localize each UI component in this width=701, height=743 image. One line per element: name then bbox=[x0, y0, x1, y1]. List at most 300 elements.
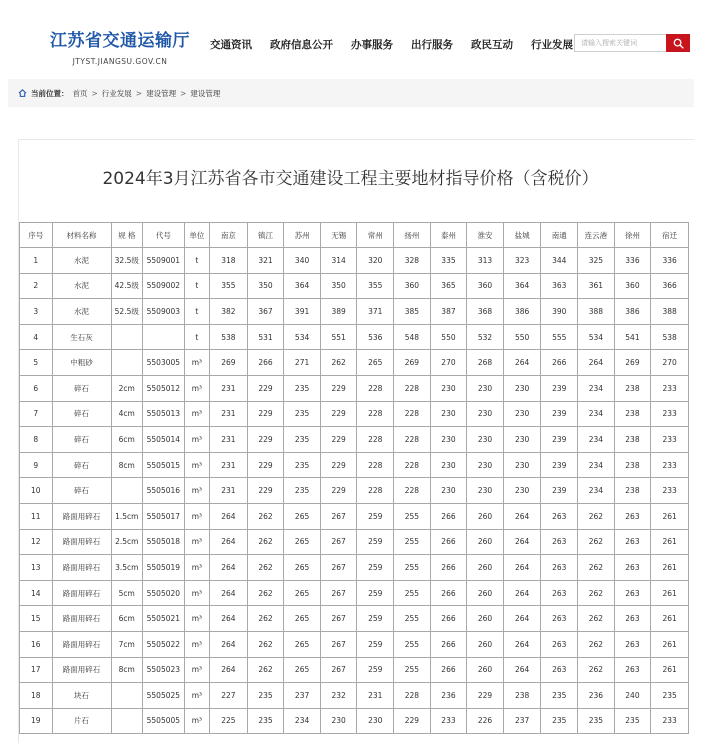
table-row bbox=[20, 529, 689, 555]
table-cell: 261 bbox=[651, 503, 689, 529]
table-row bbox=[20, 375, 689, 401]
search-icon bbox=[673, 38, 684, 49]
table-cell: 5505012 bbox=[143, 375, 185, 401]
table-cell: m³ bbox=[184, 683, 209, 709]
table-cell: 238 bbox=[614, 401, 651, 427]
table-cell: 239 bbox=[541, 478, 578, 504]
table-cell: 233 bbox=[651, 452, 689, 478]
table-cell: 231 bbox=[210, 375, 248, 401]
table-cell: 265 bbox=[284, 657, 321, 683]
table-cell: 7 bbox=[20, 401, 53, 427]
table-cell: 263 bbox=[541, 503, 578, 529]
table-cell: 267 bbox=[320, 555, 357, 581]
table-cell: 233 bbox=[651, 708, 689, 734]
table-cell: 5505014 bbox=[143, 427, 185, 453]
table-cell: t bbox=[184, 248, 209, 274]
table-cell: 365 bbox=[430, 273, 467, 299]
table-cell: 231 bbox=[210, 427, 248, 453]
table-cell: 534 bbox=[284, 324, 321, 350]
table-cell: 228 bbox=[394, 375, 431, 401]
table-cell: 550 bbox=[503, 324, 541, 350]
table-cell: 262 bbox=[247, 631, 284, 657]
table-cell: 313 bbox=[467, 248, 504, 274]
table-cell: 536 bbox=[357, 324, 394, 350]
table-row bbox=[20, 657, 689, 683]
table-cell: 360 bbox=[614, 273, 651, 299]
table-row bbox=[20, 555, 689, 581]
table-cell: 264 bbox=[210, 529, 248, 555]
table-cell: 262 bbox=[578, 555, 615, 581]
table-cell: 229 bbox=[247, 401, 284, 427]
home-icon bbox=[18, 89, 27, 97]
table-cell: 262 bbox=[578, 580, 615, 606]
table-row bbox=[20, 427, 689, 453]
table-cell: 2.5cm bbox=[111, 529, 143, 555]
table-cell: 228 bbox=[394, 427, 431, 453]
table-cell: 264 bbox=[578, 350, 615, 376]
table-cell: 1 bbox=[20, 248, 53, 274]
table-row bbox=[20, 708, 689, 734]
table-cell: m³ bbox=[184, 631, 209, 657]
table-cell: 233 bbox=[651, 478, 689, 504]
table-row bbox=[20, 580, 689, 606]
table-cell: 235 bbox=[541, 708, 578, 734]
table-cell: 5505005 bbox=[143, 708, 185, 734]
nav-item-interaction[interactable]: 政民互动 bbox=[471, 39, 513, 51]
search-input[interactable]: 请输入搜索关键词 bbox=[574, 34, 667, 52]
table-cell: 230 bbox=[430, 452, 467, 478]
table-cell: 264 bbox=[503, 606, 541, 632]
table-cell: 9 bbox=[20, 452, 53, 478]
table-cell: m³ bbox=[184, 529, 209, 555]
table-cell: 261 bbox=[651, 631, 689, 657]
table-cell: 264 bbox=[210, 657, 248, 683]
breadcrumb-label: 当前位置： bbox=[31, 88, 69, 98]
breadcrumb-industry[interactable]: 行业发展 bbox=[101, 88, 132, 98]
table-cell: 228 bbox=[394, 452, 431, 478]
table-cell: 263 bbox=[541, 529, 578, 555]
table-row bbox=[20, 606, 689, 632]
table-cell: 260 bbox=[467, 580, 504, 606]
table-cell: 碎石 bbox=[52, 401, 111, 427]
table-cell: 5509001 bbox=[143, 248, 185, 274]
table-cell: 6cm bbox=[111, 427, 143, 453]
column-header: 序号 bbox=[20, 223, 53, 248]
logo-domain: JTYST.JIANGSU.GOV.CN bbox=[72, 57, 168, 66]
table-cell: 碎石 bbox=[52, 427, 111, 453]
table-cell: 325 bbox=[578, 248, 615, 274]
table-cell: 264 bbox=[503, 657, 541, 683]
table-cell: 230 bbox=[430, 427, 467, 453]
table-row bbox=[20, 452, 689, 478]
table-cell: 6cm bbox=[111, 606, 143, 632]
breadcrumb-separator: > bbox=[180, 88, 187, 98]
main-nav bbox=[210, 37, 591, 52]
table-cell: 235 bbox=[284, 478, 321, 504]
table-cell: 碎石 bbox=[52, 375, 111, 401]
table-cell: 269 bbox=[614, 350, 651, 376]
table-cell: 230 bbox=[467, 375, 504, 401]
table-cell: 230 bbox=[503, 375, 541, 401]
table-cell: 42.5级 bbox=[111, 273, 143, 299]
table-cell: 364 bbox=[284, 273, 321, 299]
table-cell: 52.5级 bbox=[111, 299, 143, 325]
breadcrumb-home[interactable]: 首页 bbox=[72, 88, 88, 98]
table-cell: 229 bbox=[320, 478, 357, 504]
table-cell: 371 bbox=[357, 299, 394, 325]
table-cell: 5505016 bbox=[143, 478, 185, 504]
table-cell: 269 bbox=[210, 350, 248, 376]
table-cell: m³ bbox=[184, 580, 209, 606]
table-cell: 4cm bbox=[111, 401, 143, 427]
table-cell: 262 bbox=[247, 580, 284, 606]
table-cell: t bbox=[184, 273, 209, 299]
table-cell: 532 bbox=[467, 324, 504, 350]
table-cell: 265 bbox=[284, 606, 321, 632]
table-cell: 336 bbox=[614, 248, 651, 274]
table-cell: 233 bbox=[651, 375, 689, 401]
table-cell: 234 bbox=[578, 452, 615, 478]
table-cell: 265 bbox=[284, 555, 321, 581]
column-header: 常州 bbox=[357, 223, 394, 248]
table-cell: 229 bbox=[320, 427, 357, 453]
nav-item-transport-news[interactable]: 交通资讯 bbox=[210, 39, 252, 51]
table-cell: 235 bbox=[247, 683, 284, 709]
table-cell: 5505018 bbox=[143, 529, 185, 555]
table-cell: 262 bbox=[247, 529, 284, 555]
table-cell: 265 bbox=[284, 631, 321, 657]
table-cell: 262 bbox=[247, 657, 284, 683]
table-cell: 5 bbox=[20, 350, 53, 376]
table-cell: 路面用碎石 bbox=[52, 631, 111, 657]
table-cell: 231 bbox=[357, 683, 394, 709]
table-cell: 259 bbox=[357, 657, 394, 683]
table-cell: 235 bbox=[651, 683, 689, 709]
table-cell: 261 bbox=[651, 657, 689, 683]
table-header-row bbox=[20, 223, 689, 248]
table-cell: 264 bbox=[503, 503, 541, 529]
table-cell: 236 bbox=[430, 683, 467, 709]
table-cell: 262 bbox=[578, 503, 615, 529]
table-cell bbox=[111, 350, 143, 376]
table-cell: 231 bbox=[210, 452, 248, 478]
table-cell: 路面用碎石 bbox=[52, 503, 111, 529]
table-cell: 270 bbox=[430, 350, 467, 376]
table-cell: 233 bbox=[430, 708, 467, 734]
table-cell: 534 bbox=[578, 324, 615, 350]
table-cell: 266 bbox=[430, 555, 467, 581]
table-cell: 260 bbox=[467, 503, 504, 529]
search-button[interactable] bbox=[666, 34, 690, 52]
table-cell: 228 bbox=[357, 452, 394, 478]
table-cell: 235 bbox=[614, 708, 651, 734]
table-row bbox=[20, 503, 689, 529]
table-cell: 261 bbox=[651, 580, 689, 606]
table-row bbox=[20, 683, 689, 709]
table-cell: 5505020 bbox=[143, 580, 185, 606]
table-cell: 239 bbox=[541, 427, 578, 453]
table-cell: 368 bbox=[467, 299, 504, 325]
table-cell: 355 bbox=[210, 273, 248, 299]
table-cell: 350 bbox=[247, 273, 284, 299]
table-cell: 3 bbox=[20, 299, 53, 325]
table-cell: m³ bbox=[184, 350, 209, 376]
table-cell: 230 bbox=[503, 478, 541, 504]
breadcrumb bbox=[8, 79, 694, 107]
column-header: 代号 bbox=[143, 223, 185, 248]
table-cell: 5505013 bbox=[143, 401, 185, 427]
table-cell: 2 bbox=[20, 273, 53, 299]
table-cell: m³ bbox=[184, 657, 209, 683]
table-cell: 229 bbox=[394, 708, 431, 734]
table-cell: 386 bbox=[503, 299, 541, 325]
table-cell: 19 bbox=[20, 708, 53, 734]
table-cell: 水泥 bbox=[52, 248, 111, 274]
table-cell: 238 bbox=[614, 375, 651, 401]
table-cell: 266 bbox=[430, 529, 467, 555]
table-cell: 238 bbox=[614, 427, 651, 453]
column-header: 扬州 bbox=[394, 223, 431, 248]
table-cell: 355 bbox=[357, 273, 394, 299]
column-header: 连云港 bbox=[578, 223, 615, 248]
table-cell: 264 bbox=[503, 555, 541, 581]
table-cell: 262 bbox=[247, 503, 284, 529]
table-cell: 264 bbox=[210, 503, 248, 529]
column-header: 材料名称 bbox=[52, 223, 111, 248]
table-cell: 266 bbox=[430, 631, 467, 657]
table-cell: 229 bbox=[320, 452, 357, 478]
table-cell: 350 bbox=[320, 273, 357, 299]
breadcrumb-current[interactable]: 建设管理 bbox=[190, 88, 221, 98]
table-cell: 1.5cm bbox=[111, 503, 143, 529]
table-cell: 335 bbox=[430, 248, 467, 274]
table-cell: 239 bbox=[541, 375, 578, 401]
table-cell: 8cm bbox=[111, 452, 143, 478]
nav-item-travel[interactable]: 出行服务 bbox=[411, 39, 453, 51]
column-header: 南通 bbox=[541, 223, 578, 248]
table-cell: 225 bbox=[210, 708, 248, 734]
table-cell: 235 bbox=[284, 427, 321, 453]
table-cell: 259 bbox=[357, 580, 394, 606]
table-cell: 266 bbox=[430, 606, 467, 632]
table-cell: 228 bbox=[357, 401, 394, 427]
table-cell: 259 bbox=[357, 555, 394, 581]
table-cell: 323 bbox=[503, 248, 541, 274]
table-cell: 5509002 bbox=[143, 273, 185, 299]
table-cell: 391 bbox=[284, 299, 321, 325]
breadcrumb-construction[interactable]: 建设管理 bbox=[146, 88, 177, 98]
price-table bbox=[19, 222, 689, 734]
table-cell: 336 bbox=[651, 248, 689, 274]
breadcrumb-separator: > bbox=[91, 88, 98, 98]
table-cell: 259 bbox=[357, 606, 394, 632]
column-header: 南京 bbox=[210, 223, 248, 248]
nav-item-industry[interactable]: 行业发展 bbox=[531, 39, 573, 51]
table-cell: 363 bbox=[541, 273, 578, 299]
table-cell: 228 bbox=[394, 683, 431, 709]
table-cell: 229 bbox=[247, 427, 284, 453]
table-cell: 块石 bbox=[52, 683, 111, 709]
table-cell bbox=[111, 708, 143, 734]
table-cell bbox=[111, 478, 143, 504]
table-cell: 261 bbox=[651, 555, 689, 581]
table-cell: 261 bbox=[651, 529, 689, 555]
table-cell: 260 bbox=[467, 529, 504, 555]
table-cell: m³ bbox=[184, 401, 209, 427]
table-cell: 262 bbox=[578, 606, 615, 632]
table-cell: 263 bbox=[614, 657, 651, 683]
column-header: 淮安 bbox=[467, 223, 504, 248]
table-cell: m³ bbox=[184, 503, 209, 529]
table-cell: 259 bbox=[357, 631, 394, 657]
table-cell: 263 bbox=[614, 529, 651, 555]
table-cell: 262 bbox=[247, 555, 284, 581]
table-cell: 230 bbox=[430, 401, 467, 427]
table-cell: 12 bbox=[20, 529, 53, 555]
nav-item-services[interactable]: 办事服务 bbox=[351, 39, 393, 51]
column-header: 盐城 bbox=[503, 223, 541, 248]
table-cell: 水泥 bbox=[52, 273, 111, 299]
table-cell: 260 bbox=[467, 555, 504, 581]
table-cell: 318 bbox=[210, 248, 248, 274]
table-cell: 5505015 bbox=[143, 452, 185, 478]
table-cell: m³ bbox=[184, 452, 209, 478]
table-cell: 364 bbox=[503, 273, 541, 299]
table-row bbox=[20, 401, 689, 427]
table-cell: 239 bbox=[541, 452, 578, 478]
table-cell: 226 bbox=[467, 708, 504, 734]
table-cell: 229 bbox=[247, 452, 284, 478]
table-cell: 234 bbox=[284, 708, 321, 734]
table-cell: 263 bbox=[541, 555, 578, 581]
table-cell: 320 bbox=[357, 248, 394, 274]
table-cell: 235 bbox=[541, 683, 578, 709]
column-header: 无锡 bbox=[320, 223, 357, 248]
table-cell: 17 bbox=[20, 657, 53, 683]
table-cell: 234 bbox=[578, 375, 615, 401]
table-cell: 234 bbox=[578, 427, 615, 453]
table-cell: 263 bbox=[614, 503, 651, 529]
column-header: 徐州 bbox=[614, 223, 651, 248]
table-cell: 344 bbox=[541, 248, 578, 274]
table-cell: t bbox=[184, 299, 209, 325]
table-cell: 15 bbox=[20, 606, 53, 632]
table-cell: t bbox=[184, 324, 209, 350]
table-cell: 7cm bbox=[111, 631, 143, 657]
table-cell: 262 bbox=[320, 350, 357, 376]
table-cell: 16 bbox=[20, 631, 53, 657]
table-cell bbox=[111, 324, 143, 350]
table-cell: 碎石 bbox=[52, 478, 111, 504]
table-cell: 264 bbox=[210, 580, 248, 606]
table-cell: 228 bbox=[357, 478, 394, 504]
table-cell: 255 bbox=[394, 503, 431, 529]
table-cell: 389 bbox=[320, 299, 357, 325]
table-cell: 230 bbox=[467, 478, 504, 504]
table-cell: 267 bbox=[320, 606, 357, 632]
table-cell: 255 bbox=[394, 631, 431, 657]
table-cell: 267 bbox=[320, 503, 357, 529]
table-row bbox=[20, 299, 689, 325]
table-cell: 263 bbox=[541, 631, 578, 657]
table-cell: 360 bbox=[394, 273, 431, 299]
table-cell: 片石 bbox=[52, 708, 111, 734]
column-header: 单位 bbox=[184, 223, 209, 248]
table-cell: m³ bbox=[184, 606, 209, 632]
table-cell: 390 bbox=[541, 299, 578, 325]
table-cell: 230 bbox=[503, 452, 541, 478]
nav-item-gov-info[interactable]: 政府信息公开 bbox=[270, 39, 333, 51]
table-body bbox=[20, 248, 689, 734]
table-cell: 387 bbox=[430, 299, 467, 325]
table-row bbox=[20, 631, 689, 657]
table-cell: 235 bbox=[284, 375, 321, 401]
table-cell: 264 bbox=[503, 631, 541, 657]
table-cell: 238 bbox=[614, 452, 651, 478]
table-cell: 541 bbox=[614, 324, 651, 350]
table-cell: 230 bbox=[467, 427, 504, 453]
table-cell: 229 bbox=[467, 683, 504, 709]
table-cell: 340 bbox=[284, 248, 321, 274]
table-cell: m³ bbox=[184, 708, 209, 734]
table-cell: 264 bbox=[503, 580, 541, 606]
table-cell: 18 bbox=[20, 683, 53, 709]
table-cell: 路面用碎石 bbox=[52, 657, 111, 683]
table-cell: 14 bbox=[20, 580, 53, 606]
table-cell: 261 bbox=[651, 606, 689, 632]
table-cell: 228 bbox=[357, 427, 394, 453]
table-cell: 264 bbox=[210, 631, 248, 657]
table-cell: 231 bbox=[210, 401, 248, 427]
table-row bbox=[20, 350, 689, 376]
table-cell: 263 bbox=[614, 580, 651, 606]
table-cell: 382 bbox=[210, 299, 248, 325]
table-cell: 259 bbox=[357, 529, 394, 555]
table-cell: 262 bbox=[578, 529, 615, 555]
table-cell: 531 bbox=[247, 324, 284, 350]
table-cell: 266 bbox=[430, 580, 467, 606]
table-cell: 229 bbox=[320, 401, 357, 427]
table-cell: 360 bbox=[467, 273, 504, 299]
table-cell: 264 bbox=[210, 555, 248, 581]
table-cell: 265 bbox=[357, 350, 394, 376]
table-cell: 263 bbox=[614, 631, 651, 657]
table-cell: 10 bbox=[20, 478, 53, 504]
page-title: 2024年3月江苏省各市交通建设工程主要地材指导价格（含税价） bbox=[102, 169, 599, 189]
table-cell: 255 bbox=[394, 657, 431, 683]
table-cell: 239 bbox=[541, 401, 578, 427]
site-logo[interactable] bbox=[40, 26, 200, 66]
table-cell: 238 bbox=[503, 683, 541, 709]
table-cell: 234 bbox=[578, 401, 615, 427]
table-cell: 265 bbox=[284, 529, 321, 555]
table-cell: 230 bbox=[430, 375, 467, 401]
table-cell: 265 bbox=[284, 503, 321, 529]
table-cell: 240 bbox=[614, 683, 651, 709]
table-cell: 263 bbox=[614, 606, 651, 632]
table-cell: 232 bbox=[320, 683, 357, 709]
table-row bbox=[20, 478, 689, 504]
logo-chinese-name: 江苏省交通运输厅 bbox=[50, 31, 190, 51]
table-cell: 264 bbox=[503, 350, 541, 376]
column-header: 镇江 bbox=[247, 223, 284, 248]
table-cell: 263 bbox=[541, 657, 578, 683]
table-cell: 230 bbox=[467, 452, 504, 478]
table-cell: 5505019 bbox=[143, 555, 185, 581]
table-cell bbox=[111, 683, 143, 709]
table-cell: 267 bbox=[320, 529, 357, 555]
table-cell: 238 bbox=[614, 478, 651, 504]
